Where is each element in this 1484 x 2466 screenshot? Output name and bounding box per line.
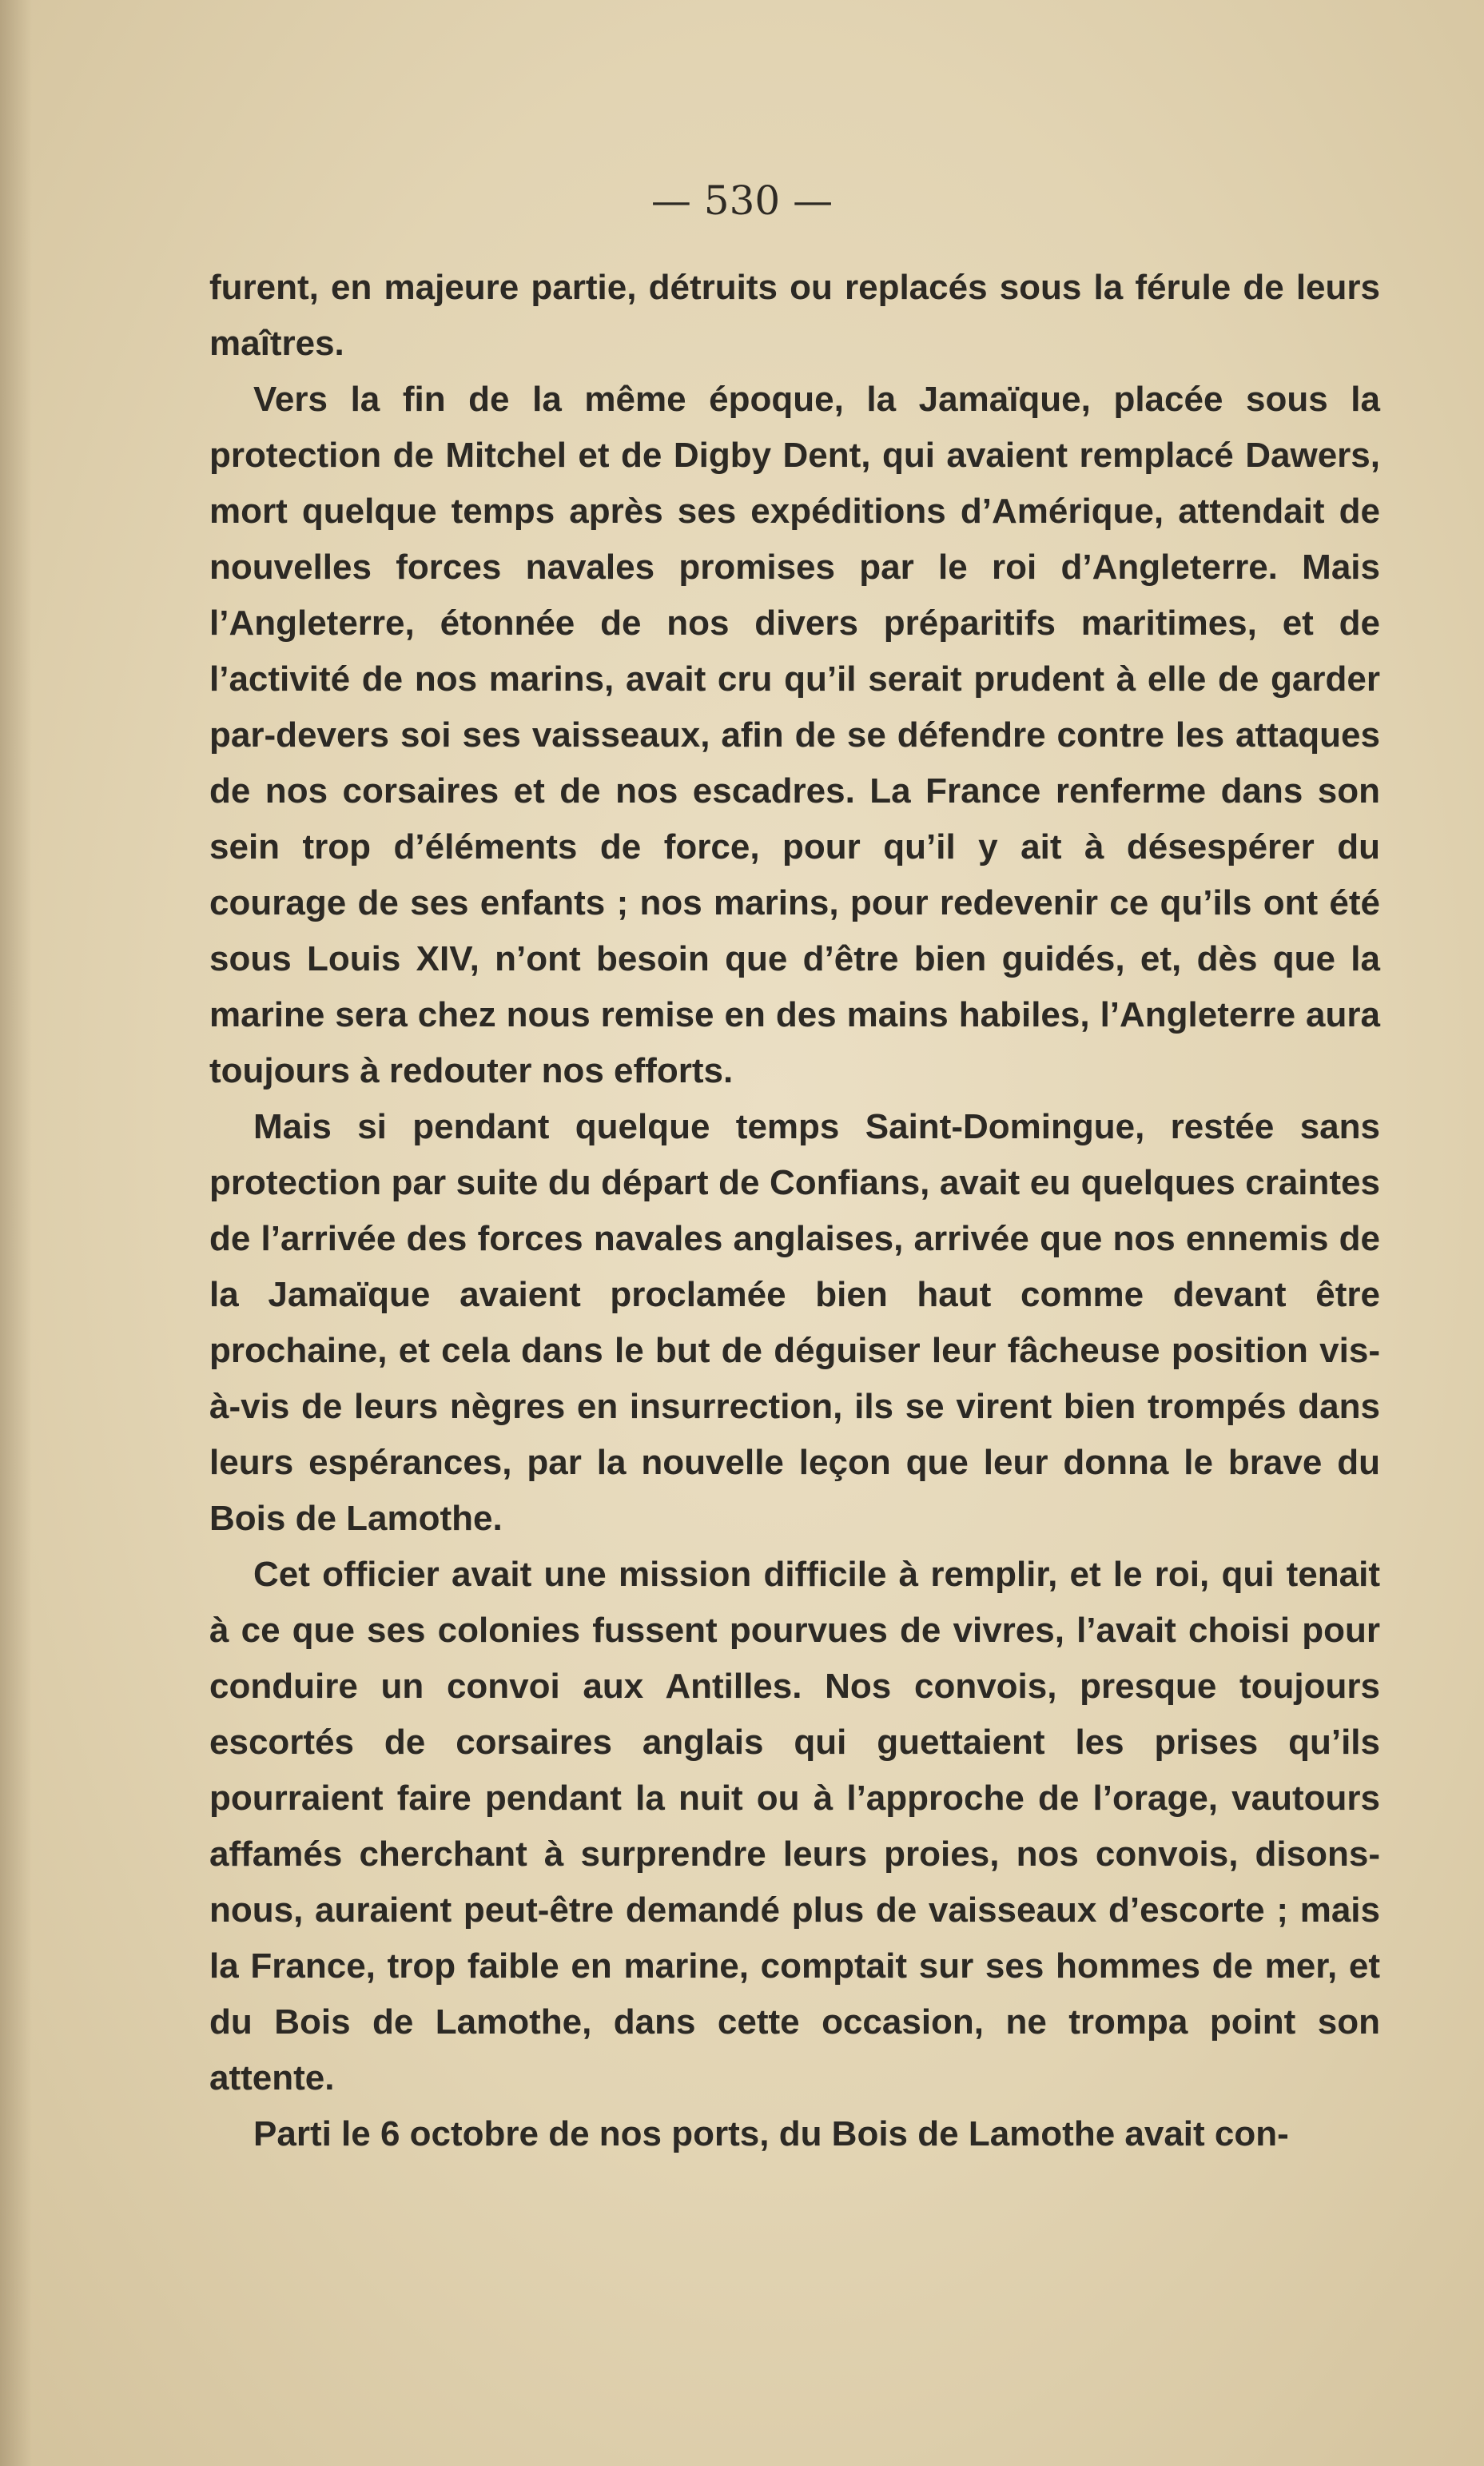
- paragraph-continuation: furent, en majeure partie, détruits ou replacés sous la férule de leurs maîtres.: [209, 268, 1380, 363]
- page-edge-shadow: [0, 0, 32, 2466]
- page-number: — 530 —: [650, 177, 834, 224]
- paragraph-depart: Parti le 6 octobre de nos ports, du Bois de Lamothe avait con-: [253, 2114, 1289, 2153]
- paragraph-jamaique: Vers la fin de la même époque, la Jamaïque, placée sous la protection de Mitchel et de Digby Dent, qui avaient remplacé Dawers, mort quelque temps après ses expéditions d’Amérique, attendait de nouvelles forces navales promises par le roi d’Angleterre. Mais l’Angleterre, étonnée de nos divers préparitifs maritimes, et de l’activité de nos marins, avait cru qu’il serait prudent à elle de garder par-devers soi ses vaisseaux, afin de se défendre contre les attaques de nos corsaires et de nos escadres. La France renferme dans son sein trop d’éléments de force, pour qu’il y ait à désespérer du courage de ses enfants ; nos marins, pour redevenir ce qu’ils ont été sous Louis XIV, n’ont besoin que d’être bien guidés, et, dès que la marine sera chez nous remise en des mains habiles, l’Angleterre aura toujours à redouter nos efforts.: [209, 380, 1380, 1090]
- body-text: [209, 260, 1380, 2162]
- paragraph-saint-domingue: Mais si pendant quelque temps Saint-Domingue, restée sans protection par suite du départ de Confians, avait eu quelques craintes de l’arrivée des forces navales anglaises, arrivée que nos ennemis de la Jamaïque avaient proclamée bien haut comme devant être prochaine, et cela dans le but de déguiser leur fâcheuse position vis-à-vis de leurs nègres en insurrection, ils se virent bien trompés dans leurs espérances, par la nouvelle leçon que leur donna le brave du Bois de Lamothe.: [209, 1107, 1380, 1538]
- paragraph-officier: Cet officier avait une mission difficile à remplir, et le roi, qui tenait à ce que ses colonies fussent pourvues de vivres, l’avait choisi pour conduire un convoi aux Antilles. Nos convois, presque toujours escortés de corsaires anglais qui guettaient les prises qu’ils pourraient faire pendant la nuit ou à l’approche de l’orage, vautours affamés cherchant à surprendre leurs proies, nos convois, disons-nous, auraient peut-être demandé plus de vaisseaux d’escorte ; mais la France, trop faible en marine, comptait sur ses hommes de mer, et du Bois de Lamothe, dans cette occasion, ne trompa point son attente.: [209, 1555, 1380, 2097]
